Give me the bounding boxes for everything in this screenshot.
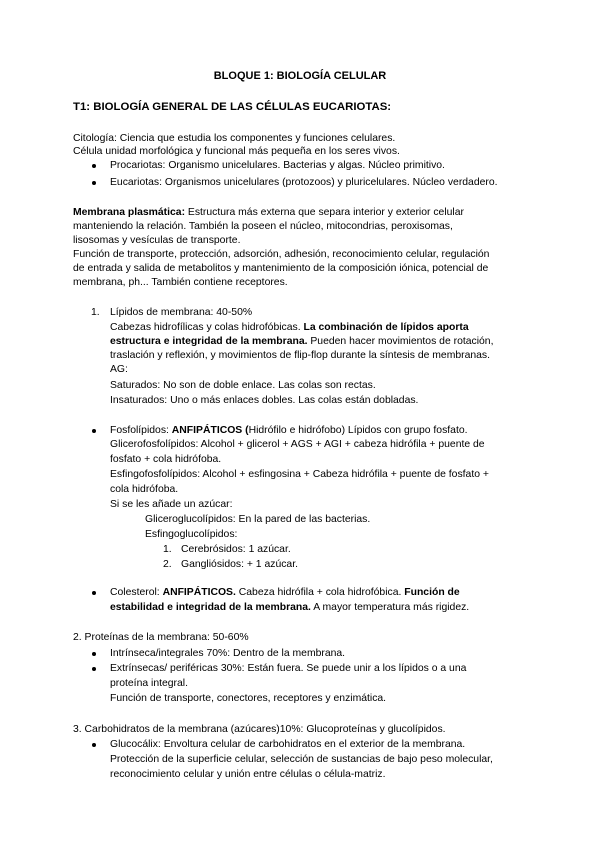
paragraph-line	[73, 206, 464, 219]
section-heading: T1: BIOLOGÍA GENERAL DE LAS CÉLULAS EUCARIOTAS:	[73, 101, 392, 113]
bullet-icon	[92, 164, 96, 168]
bullet-icon	[92, 652, 96, 656]
bullet-icon	[92, 743, 96, 747]
text-span: A mayor temperatura más rigidez.	[310, 602, 470, 613]
text-span: Colesterol:	[110, 587, 163, 598]
text-bold: ANFIPÁTICOS.	[162, 587, 236, 598]
paragraph-line: Citología: Ciencia que estudia los componentes y funciones celulares.	[73, 133, 396, 144]
paragraph-line: Saturados: No son de doble enlace. Las colas son rectas.	[110, 380, 376, 391]
text-bold: estabilidad e integridad de la membrana.	[110, 602, 311, 613]
text-bold: ANFIPÁTICOS (	[171, 425, 249, 436]
paragraph-line: AG:	[110, 364, 128, 375]
list-item: Gangliósidos: + 1 azúcar.	[181, 559, 298, 570]
paragraph-line	[110, 335, 493, 348]
bullet-icon	[92, 591, 96, 595]
paragraph-line: Célula unidad morfológica y funcional más pequeña en los seres vivos.	[73, 146, 400, 157]
paragraph-line: traslación y reflexión, y movimientos de flip-flop durante la síntesis de membranas.	[110, 350, 491, 361]
paragraph-line: lisosomas y vesículas de transporte.	[73, 235, 241, 246]
paragraph-line: Glicerofosfolípidos: Alcohol + glicerol + AGS + AGI + cabeza hidrófila + puente de	[110, 439, 485, 450]
paragraph-line: Función de transporte, protección, adsorción, adhesión, reconocimiento celular, regulación	[73, 249, 490, 260]
list-item	[110, 424, 468, 437]
paragraph-line: manteniendo la relación. También la poseen el núcleo, mitocondrias, peroxisomas,	[73, 221, 453, 232]
text-span: Hidrófilo e hidrófobo) Lípidos con grupo fosfato.	[248, 425, 468, 436]
text-bold: estructura e integridad de la membrana.	[110, 336, 308, 347]
list-item: Procariotas: Organismo unicelulares. Bacterias y algas. Núcleo primitivo.	[110, 160, 445, 171]
list-number: 1.	[163, 544, 172, 555]
paragraph-line	[110, 601, 469, 614]
bullet-icon	[92, 429, 96, 433]
list-item	[110, 586, 460, 599]
list-item-heading: 2. Proteínas de la membrana: 50-60%	[73, 632, 249, 643]
paragraph-line: fosfato + cola hidrófoba.	[110, 454, 222, 465]
text-span: Fosfolípidos:	[110, 425, 172, 436]
list-item: Glucocálix: Envoltura celular de carbohidratos en el exterior de la membrana.	[110, 739, 466, 750]
paragraph-line: Insaturados: Uno o más enlaces dobles. Las colas están dobladas.	[110, 395, 419, 406]
text-span: Estructura más externa que separa interior y exterior celular	[185, 207, 464, 218]
text-span: Cabezas hidrofílicas y colas hidrofóbicas.	[110, 322, 304, 333]
text-span: Pueden hacer movimientos de rotación,	[307, 336, 494, 347]
document-title: BLOQUE 1: BIOLOGÍA CELULAR	[213, 70, 387, 82]
paragraph-line	[110, 321, 469, 334]
paragraph-line: Si se les añade un azúcar:	[110, 499, 233, 510]
paragraph-line: de entrada y salida de metabolitos y mantenimiento de la composición iónica, potencial de	[73, 263, 489, 274]
paragraph-line: proteína integral.	[110, 678, 188, 689]
bullet-icon	[92, 181, 96, 185]
list-item: Extrínsecas/ periféricas 30%: Están fuera. Se puede unir a los lípidos o a una	[110, 663, 467, 674]
list-item: Eucariotas: Organismos unicelulares (protozoos) y pluricelulares. Núcleo verdadero.	[110, 177, 498, 188]
paragraph-line: cola hidrófoba.	[110, 484, 179, 495]
list-item-heading: Lípidos de membrana: 40-50%	[110, 307, 253, 318]
paragraph-line: Esfingoglucolípidos:	[145, 529, 238, 540]
paragraph-line: Gliceroglucolípidos: En la pared de las bacterias.	[145, 514, 371, 525]
text-bold: La combinación de lípidos aporta	[303, 322, 469, 333]
paragraph-line: membrana, ph... También contiene receptores.	[73, 277, 288, 288]
list-item-heading: 3. Carbohidratos de la membrana (azúcares)10%: Glucoproteínas y glucolípidos.	[73, 724, 446, 735]
list-item: Cerebrósidos: 1 azúcar.	[181, 544, 291, 555]
paragraph-line: reconocimiento celular y unión entre células o célula-matriz.	[110, 769, 386, 780]
paragraph-line: Esfingofosfolípidos: Alcohol + esfingosina + Cabeza hidrófila + puente de fosfato +	[110, 469, 489, 480]
text-bold: Función de	[404, 587, 460, 598]
list-item: Intrínseca/integrales 70%: Dentro de la membrana.	[110, 648, 346, 659]
list-number: 1.	[91, 307, 100, 318]
paragraph-line: Protección de la superficie celular, selección de sustancias de bajo peso molecular,	[110, 754, 493, 765]
text-span: Cabeza hidrófila + cola hidrofóbica.	[235, 587, 405, 598]
list-number: 2.	[163, 559, 172, 570]
term-bold: Membrana plasmática:	[73, 207, 186, 218]
paragraph-line: Función de transporte, conectores, receptores y enzimática.	[110, 693, 387, 704]
bullet-icon	[92, 667, 96, 671]
